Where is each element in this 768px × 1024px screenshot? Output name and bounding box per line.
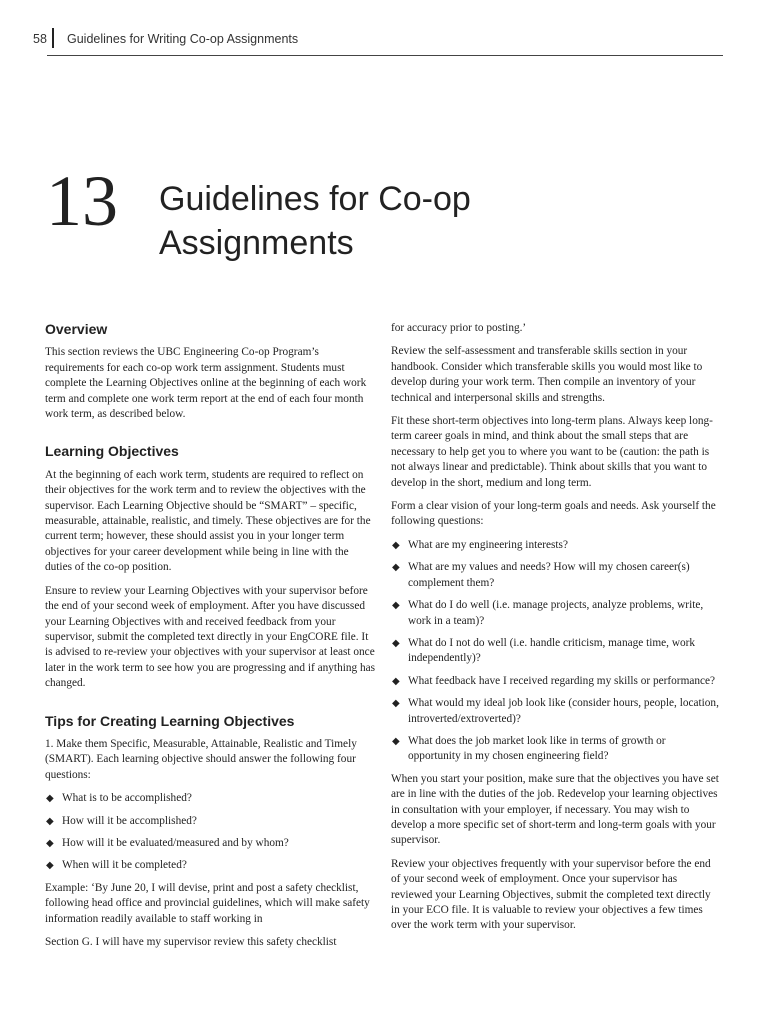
learning-objectives-paragraph-1: At the beginning of each work term, students are required to reflect on their objectives for the work term and to review the objectives with the supervisor. Each Learning Objective should be “SMART” – specific, measurable, attainable, realistic, and timely. These objectives are for the current term; however, these should assist you in your longer term objectives for your career development while being in line with the duties of the co-op position. [45,468,371,574]
list-item-text: What would my ideal job look like (consider hours, people, location, introverted/extroverted)? [408,697,719,725]
start-position-paragraph: When you start your position, make sure that the objectives you have set are in line with the duties of the job. Redevelop your learning objectives in consultation with your employer, if necessary. You may wish to develop a more specific set of short-term and long-term goals with your supervisor. [391,772,719,847]
diamond-bullet-icon: ◆ [392,600,400,612]
list-item [45,836,378,851]
diamond-bullet-icon: ◆ [46,837,54,849]
diamond-bullet-icon: ◆ [392,539,400,551]
example-paragraph: Example: ‘By June 20, I will devise, print and post a safety checklist, following head office and provincial guidelines, which will make safety information readily available to staff working in [45,881,370,925]
tips-paragraph: 1. Make them Specific, Measurable, Attainable, Realistic and Timely (SMART). Each learning objective should answer the following four questions: [45,737,357,781]
list-item [45,814,378,829]
list-item [391,674,721,689]
diamond-bullet-icon: ◆ [392,735,400,747]
list-item [45,791,378,806]
list-item [391,636,721,667]
list-item-text: How will it be evaluated/measured and by whom? [62,836,289,849]
list-item-text: What do I do well (i.e. manage projects, analyze problems, write, work in a team)? [408,599,704,627]
long-term-plans-paragraph: Fit these short-term objectives into long-term plans. Always keep long-term career goals in mind, and think about the small steps that are necessary to help get you to where you want to be (caution: the path is not always linear and predictable). Think about skills that you want to develop in the short, medium and long term. [391,415,713,489]
page-number: 58 [33,32,47,46]
chapter-title [159,177,719,265]
chapter-title-line1: Guidelines for Co-op [159,180,471,218]
diamond-bullet-icon: ◆ [392,562,400,574]
list-item [391,560,721,591]
page-header [33,28,723,58]
right-column [391,321,721,942]
list-item-text: What does the job market look like in terms of growth or opportunity in my chosen engineering field? [408,734,666,763]
self-questions-list [391,538,721,765]
continued-line: for accuracy prior to posting.’ [391,322,527,334]
review-objectives-paragraph: Review your objectives frequently with your supervisor before the end of your second week of employment. Once your supervisor has reviewed your Learning Objectives, submit the completed text directly in your ECO file. It is valuable to review your objectives a few times over the work term with your supervisor. [391,857,711,932]
header-rule [47,55,723,56]
vision-paragraph: Form a clear vision of your long-term goals and needs. Ask yourself the following questions: [391,500,716,528]
chapter-number: 13 [46,161,118,241]
section-g-line: Section G. I will have my supervisor review this safety checklist [45,936,337,948]
diamond-bullet-icon: ◆ [392,698,400,710]
left-column [45,322,378,958]
list-item [391,598,721,629]
list-item [45,858,378,873]
running-title: Guidelines for Writing Co-op Assignments [67,32,299,46]
list-item [391,538,721,553]
diamond-bullet-icon: ◆ [46,860,54,872]
header-divider [52,28,54,48]
list-item-text: What are my engineering interests? [408,538,568,551]
list-item-text: What feedback have I received regarding my skills or performance? [408,674,716,687]
diamond-bullet-icon: ◆ [46,815,54,827]
overview-heading: Overview [45,321,108,337]
list-item [391,734,721,765]
list-item [391,696,721,727]
tips-heading: Tips for Creating Learning Objectives [45,712,295,729]
overview-paragraph: This section reviews the UBC Engineering Co-op Program’s requirements for each co-op work term assignment. Students must complete the Learning Objectives online at the beginning of each work term and complete one work term report at the end of each four month work term, as described below. [45,346,367,421]
list-item-text: What are my values and needs? How will my chosen career(s) complement them? [408,561,690,589]
diamond-bullet-icon: ◆ [392,637,400,649]
self-assessment-paragraph: Review the self-assessment and transferable skills section in your handbook. Consider which transferable skills you would most like to develop during your work term. Then compile an inventory of your technical and interpersonal skills and strengths. [391,345,703,404]
chapter-title-line2: Assignments [159,224,354,262]
tips-question-list [45,791,378,874]
list-item-text: When will it be completed? [62,859,187,872]
list-item-text: What is to be accomplished? [62,792,192,805]
learning-objectives-heading: Learning Objectives [45,443,179,460]
learning-objectives-paragraph-2: Ensure to review your Learning Objectives with your supervisor before the end of your second week of employment. After you have discussed your Learning Objectives with and received feedback from your supervisor, submit the completed text directly in your EngCORE file. It is advised to re-review your objectives with your supervisor at least once later in the work term to see how you are progressing and if anything has changed. [45,584,376,690]
list-item-text: How will it be accomplished? [62,814,197,827]
diamond-bullet-icon: ◆ [392,675,400,687]
list-item-text: What do I not do well (i.e. handle criticism, manage time, work independently)? [408,636,696,665]
diamond-bullet-icon: ◆ [46,793,54,805]
